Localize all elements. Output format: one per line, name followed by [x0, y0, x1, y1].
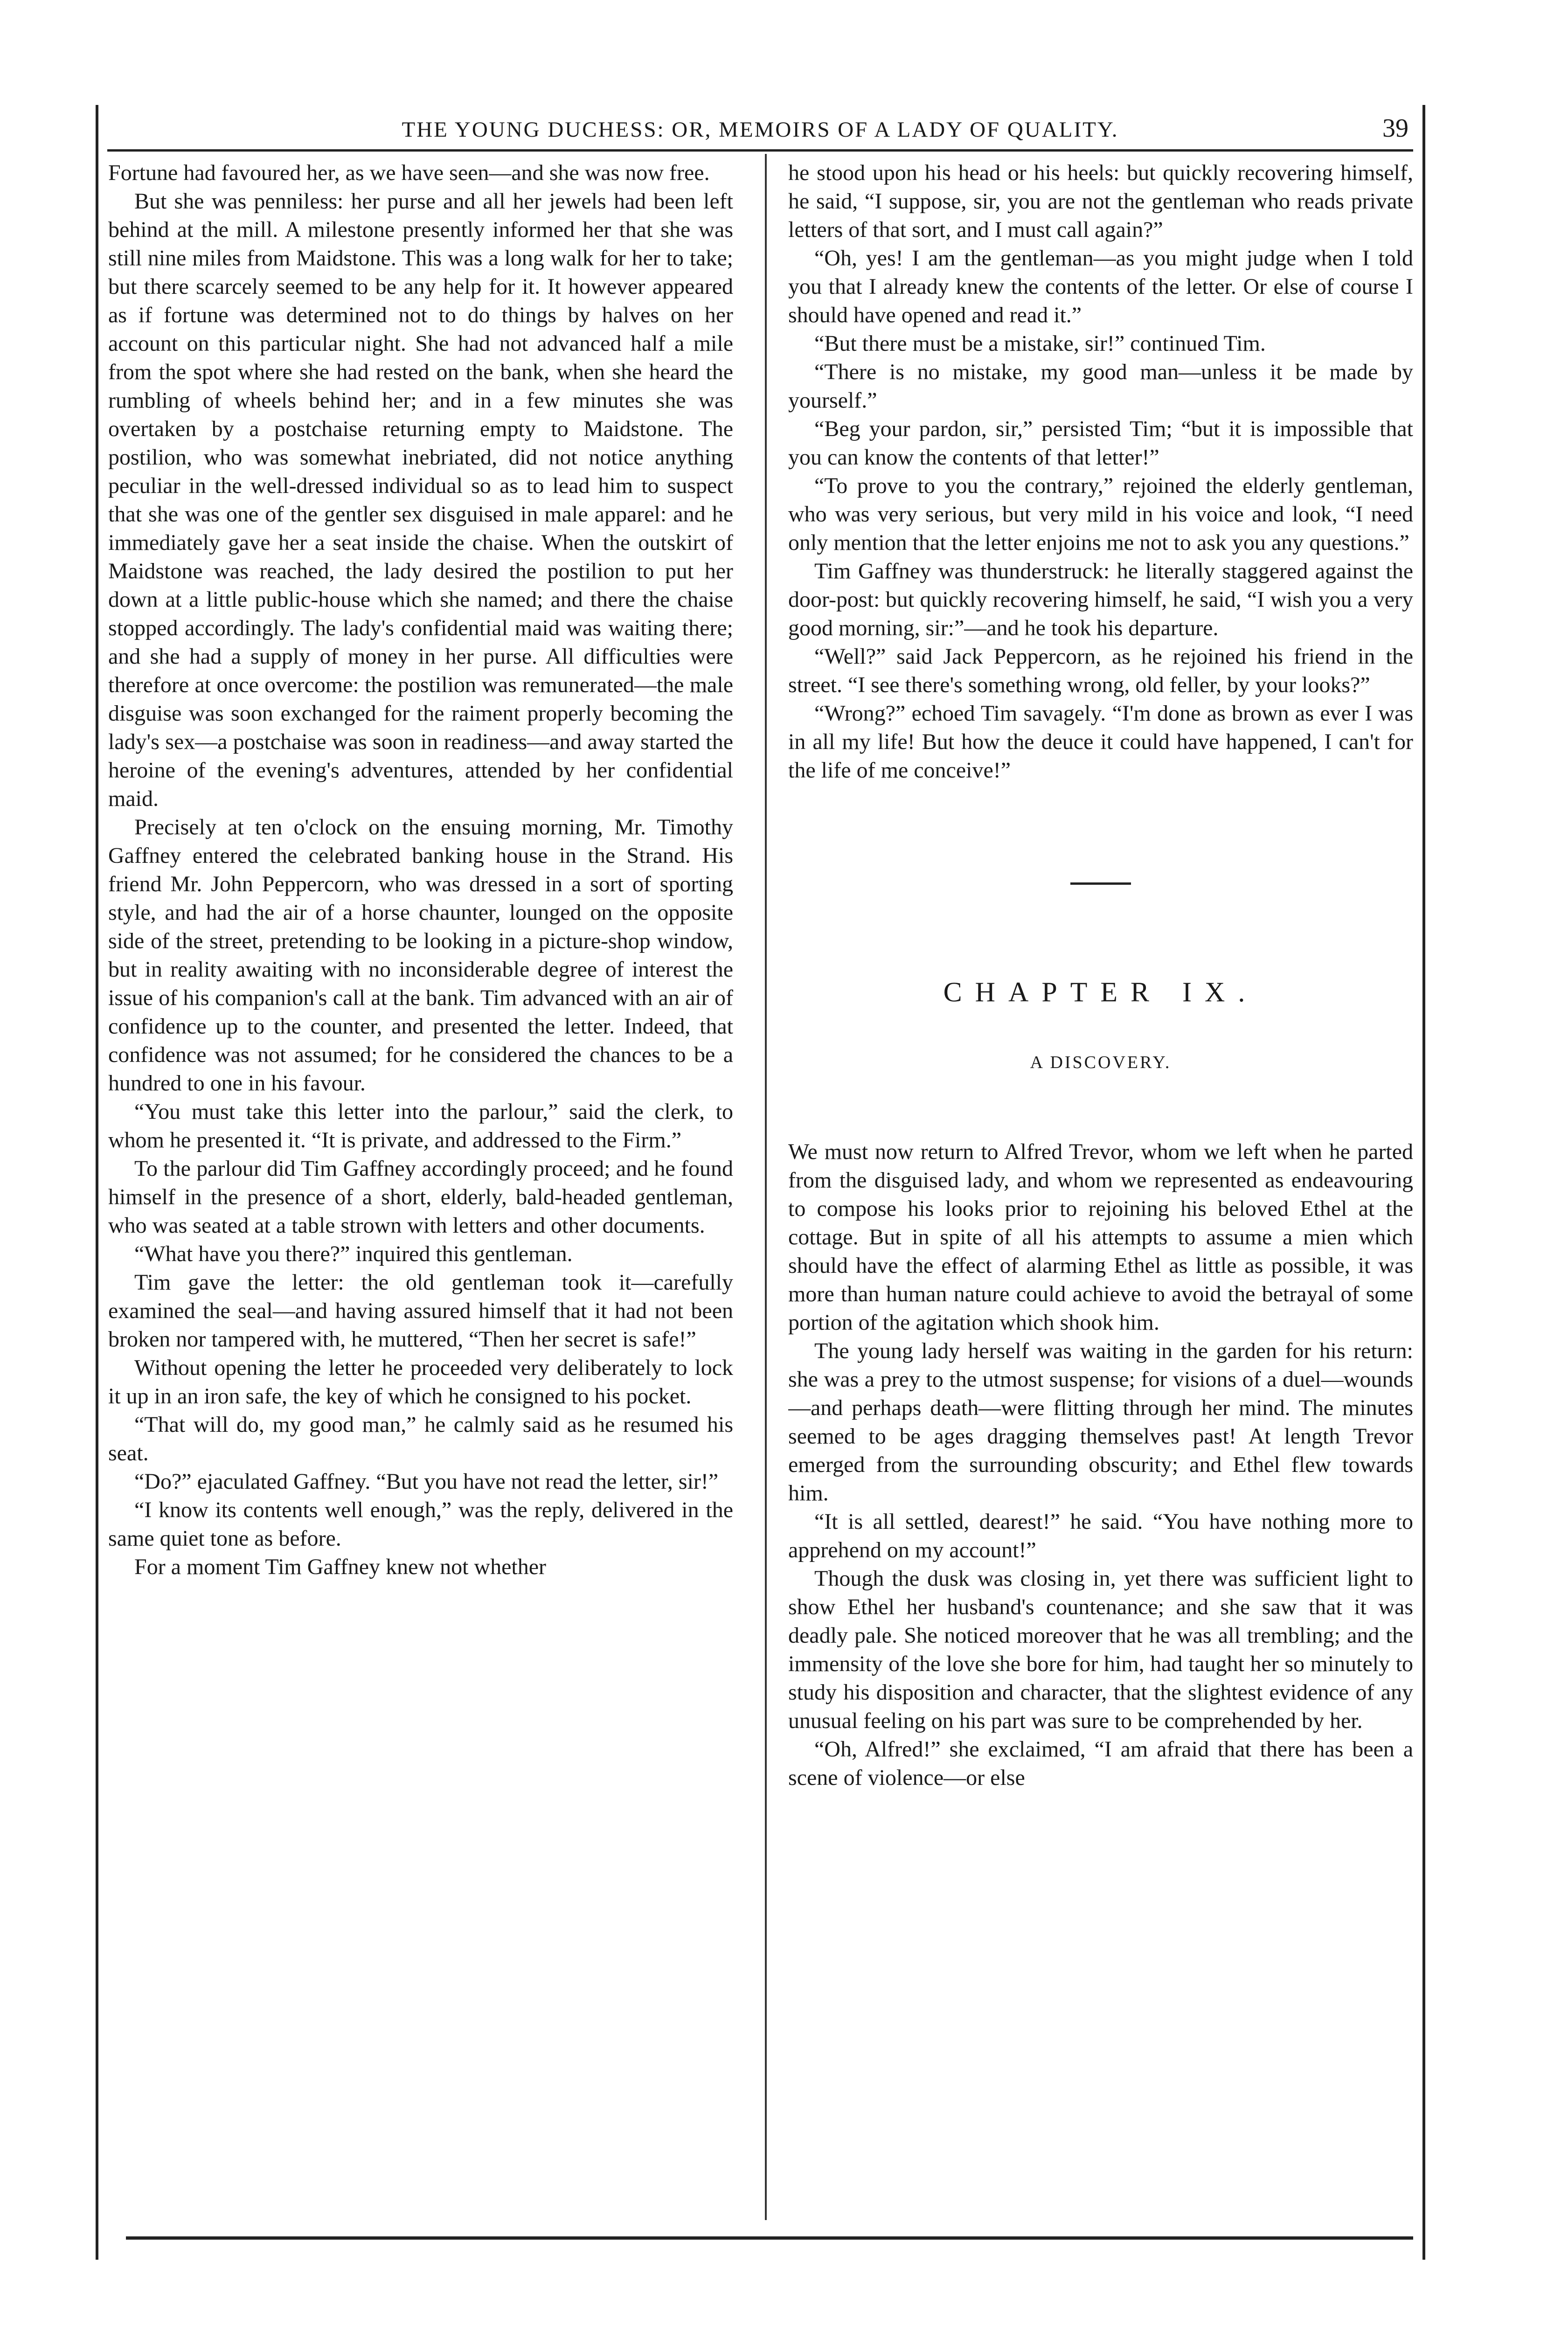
paragraph: Though the dusk was closing in, yet there was sufficient light to show Ethel her husband's countenance; and she saw that it was deadly pale. She noticed moreover that he was all trembling; and the immensity of the love she bore for him, had taught her so minutely to study his disposition and character, that the slightest evidence of any unusual feeling on his part was sure to be comprehended by her.: [788, 1566, 1413, 1733]
column-divider: [765, 154, 767, 2220]
page-frame-left: [96, 105, 98, 2260]
page-frame-right: [1422, 105, 1425, 2260]
paragraph: “Do?” ejaculated Gaffney. “But you have not read the letter, sir!”: [134, 1469, 719, 1494]
header-rule: [107, 149, 1413, 152]
paragraph: Without opening the letter he proceeded very deliberately to lock it up in an iron safe, the key of which he consigned to his pocket.: [108, 1355, 733, 1409]
paragraph: “Beg your pardon, sir,” persisted Tim; “but it is impossible that you can know the contents of that letter!”: [788, 416, 1413, 470]
page-number: 39: [1382, 114, 1408, 143]
chapter-heading: CHAPTER IX.: [943, 977, 1258, 1007]
paragraph: Fortune had favoured her, as we have seen—and she was now free.: [108, 160, 710, 185]
paragraph: “Wrong?” echoed Tim savagely. “I'm done as brown as ever I was in all my life! But how the deuce it could have happened, I can't for the life of me conceive!”: [788, 701, 1413, 783]
paragraph: For a moment Tim Gaffney knew not whether: [134, 1555, 547, 1579]
paragraph: “Oh, Alfred!” she exclaimed, “I am afraid that there has been a scene of violence—or else: [788, 1737, 1413, 1790]
paragraph: But she was penniless: her purse and all her jewels had been left behind at the mill. A milestone presently informed her that she was still nine miles from Maidstone. This was a long walk for her to take; but there scarcely seemed to be any help for it. It however appeared as if fortune was determined not to do things by halves on her account on this particular night. She had not advanced half a mile from the spot where she had rested on the bank, when she heard the rumbling of wheels behind her; and in a few minutes she was overtaken by a postchaise returning empty to Maidstone. The postilion, who was somewhat inebriated, did not notice anything peculiar in the well-dressed individual so as to lead him to suspect that she was one of the gentler sex disguised in male apparel: and he immediately gave her a seat inside the chaise. When the outskirt of Maidstone was reached, the lady desired the postilion to put her down at a little public-house which she named; and there the chaise stopped accordingly. The lady's confidential maid was waiting there; and she had a supply of money in her purse. All difficulties were therefore at once overcome: the postilion was remunerated—the male disguise was soon exchanged for the raiment properly becoming the lady's sex—a postchaise was soon in readiness—and away started the heroine of the evening's adventures, attended by her confidential maid.: [108, 189, 733, 811]
running-header: [107, 110, 1413, 152]
paragraph: “I know its contents well enough,” was the reply, delivered in the same quiet tone as before.: [108, 1498, 733, 1551]
chapter-separator-rule: [1070, 882, 1131, 885]
running-title: THE YOUNG DUCHESS: OR, MEMOIRS OF A LADY OF QUALITY.: [402, 118, 1119, 142]
paragraph: “There is no mistake, my good man—unless it be made by yourself.”: [788, 360, 1413, 413]
paragraph: “But there must be a mistake, sir!” continued Tim.: [814, 331, 1266, 356]
paragraph: “You must take this letter into the parlour,” said the clerk, to whom he presented it. “It is private, and addressed to the Firm.”: [108, 1099, 733, 1152]
paragraph: “Well?” said Jack Peppercorn, as he rejoined his friend in the street. “I see there's something wrong, old feller, by your looks?”: [788, 644, 1413, 697]
chapter-subtitle: A DISCOVERY.: [1030, 1053, 1172, 1072]
paragraph: Precisely at ten o'clock on the ensuing morning, Mr. Timothy Gaffney entered the celebrated banking house in the Strand. His friend Mr. John Peppercorn, who was dressed in a sort of sporting style, and had the air of a horse chaunter, lounged on the opposite side of the street, pretending to be looking in a picture-shop window, but in reality awaiting with no inconsiderable degree of interest the issue of his companion's call at the bank. Tim advanced with an air of confidence up to the counter, and presented the letter. Indeed, that confidence was not assumed; for he considered the chances to be a hundred to one in his favour.: [108, 815, 733, 1096]
paragraph: Tim Gaffney was thunderstruck: he literally staggered against the door-post: but quickly recovering himself, he said, “I wish you a very good morning, sir:”—and he took his departure.: [788, 559, 1413, 640]
paragraph: “To prove to you the contrary,” rejoined the elderly gentleman, who was very serious, but very mild in his voice and look, “I need only mention that the letter enjoins me not to ask you any questions.”: [788, 473, 1413, 555]
paragraph: “Oh, yes! I am the gentleman—as you might judge when I told you that I already knew the contents of the letter. Or else of course I should have opened and read it.”: [788, 246, 1413, 327]
paragraph: Tim gave the letter: the old gentleman took it—carefully examined the seal—and having assured himself that it had not been broken nor tampered with, he muttered, “Then her secret is safe!”: [108, 1270, 733, 1352]
paragraph: “It is all settled, dearest!” he said. “You have nothing more to apprehend on my account!”: [788, 1509, 1413, 1562]
right-column: [788, 159, 1413, 2220]
footer-rule: [126, 2236, 1413, 2240]
paragraph: he stood upon his head or his heels: but quickly recovering himself, he said, “I suppose, sir, you are not the gentleman who reads private letters of that sort, and I must call again?”: [788, 160, 1413, 242]
paragraph: We must now return to Alfred Trevor, whom we left when he parted from the disguised lady, and whom we represented as endeavouring to compose his looks prior to rejoining his beloved Ethel at the cottage. But in spite of all his attempts to assume a mien which should have the effect of alarming Ethel as little as possible, it was more than human nature could achieve to avoid the betrayal of some portion of the agitation which shook him.: [788, 1139, 1413, 1335]
paragraph: The young lady herself was waiting in the garden for his return: she was a prey to the utmost suspense; for visions of a duel—wounds—and perhaps death—were flitting through her mind. The minutes seemed to be ages dragging themselves past! At length Trevor emerged from the surrounding obscurity; and Ethel flew towards him.: [788, 1339, 1413, 1506]
paragraph: To the parlour did Tim Gaffney accordingly proceed; and he found himself in the presence of a short, elderly, bald-headed gentleman, who was seated at a table strown with letters and other documents.: [108, 1156, 733, 1238]
left-column: [108, 159, 733, 2220]
paragraph: “What have you there?” inquired this gentleman.: [134, 1242, 573, 1266]
paragraph: “That will do, my good man,” he calmly said as he resumed his seat.: [108, 1412, 733, 1465]
